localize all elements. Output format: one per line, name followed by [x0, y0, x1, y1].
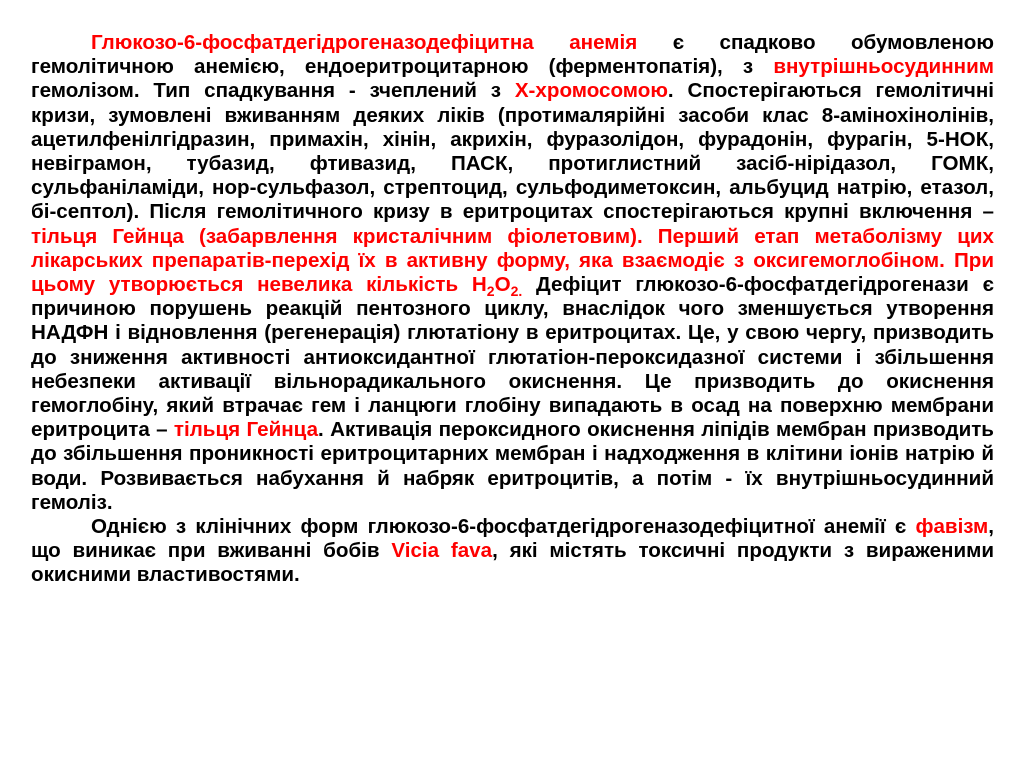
document-body [31, 31, 994, 588]
paragraph-favism [31, 515, 994, 588]
text-segment: гемолізом. Тип спадкування - зчеплений з [31, 79, 515, 103]
text-segment: Однією з клінічних форм глюкозо-6-фосфатдегідрогеназодефіцитної анемії є [91, 515, 916, 539]
text-segment: . Спостерігаються гемолітичні кризи, зумовлені вживанням деяких ліків (протималярійні засоби клас 8-амінохінолінів, ацетилфенілгідразин, примахін, хінін, акрихін, фуразолідон, фурадонін, фурагін, 5-НОК, невіграмон, тубазид, фтивазид, ПАСК, протиглистний засіб-нірідазол, ГОМК, сульфаніламіди, нор-сульфазол, стрептоцид, сульфодиметоксин, альбуцид натрію, етазол, бі-септол). Після гемолітичного кризу в еритроцитах спостерігаються крупні включення – [31, 79, 994, 224]
term-vicia-fava: Vicia fava [391, 539, 493, 563]
term-intravascular: внутрішньосудинним [773, 55, 994, 79]
highlight-heinz-bodies-block: тільця Гейнца (забарвлення кристалічним фіолетовим). Перший етап метаболізму цих лікарських препаратів-перехід їх в активну форму, яка взаємодіє з оксигемоглобіном. При цьому утворюється невелика кількість H [31, 224, 994, 297]
term-x-chromosome: Х-хромосомою [514, 79, 668, 103]
text-segment: , що виникає при вживанні бобів [31, 515, 994, 563]
subscript-o2: 2. [510, 283, 523, 300]
text-segment: Дефіцит глюкозо-6-фосфатдегідрогенази є причиною порушень реакцій пентозного циклу, внаслідок чого зменшується утворення НАДФН і відновлення (регенерація) глютатіону в еритроцитах. Це, у свою чергу, призводить до зниження активності антиоксидантної глютатіон-пероксидазної системи і збільшення небезпеки активації вільнорадикального окиснення. Це призводить до окиснення гемоглобіну, який втрачає гем і ланцюги глобіну випадають в осад на поверхню мембрани еритроцита – [31, 273, 994, 442]
term-heinz-bodies: тільця Гейнца [173, 418, 319, 442]
term-favism: фавізм [915, 515, 989, 539]
text-segment: . Активація пероксидного окиснення ліпідів мембран призводить до збільшення проникності еритроцитарних мембран і надходження в клітини іонів натрію й води. Розвивається набухання й набряк еритроцитів, а потім - їх внутрішньосудинний гемоліз. [31, 418, 994, 514]
text-segment: є спадково обумовленою гемолітичною анемією, ендоеритроцитарною (ферментопатія), з [31, 31, 994, 79]
paragraph-g6pd-anemia [31, 31, 994, 515]
text-segment: , які містять токсичні продукти з вираженими окисними властивостями. [31, 539, 995, 587]
subscript-h2: 2 [486, 283, 495, 300]
term-g6pd-anemia: Глюкозо-6-фосфатдегідрогеназодефіцитна анемія [91, 31, 638, 54]
formula-o: O [494, 273, 511, 297]
